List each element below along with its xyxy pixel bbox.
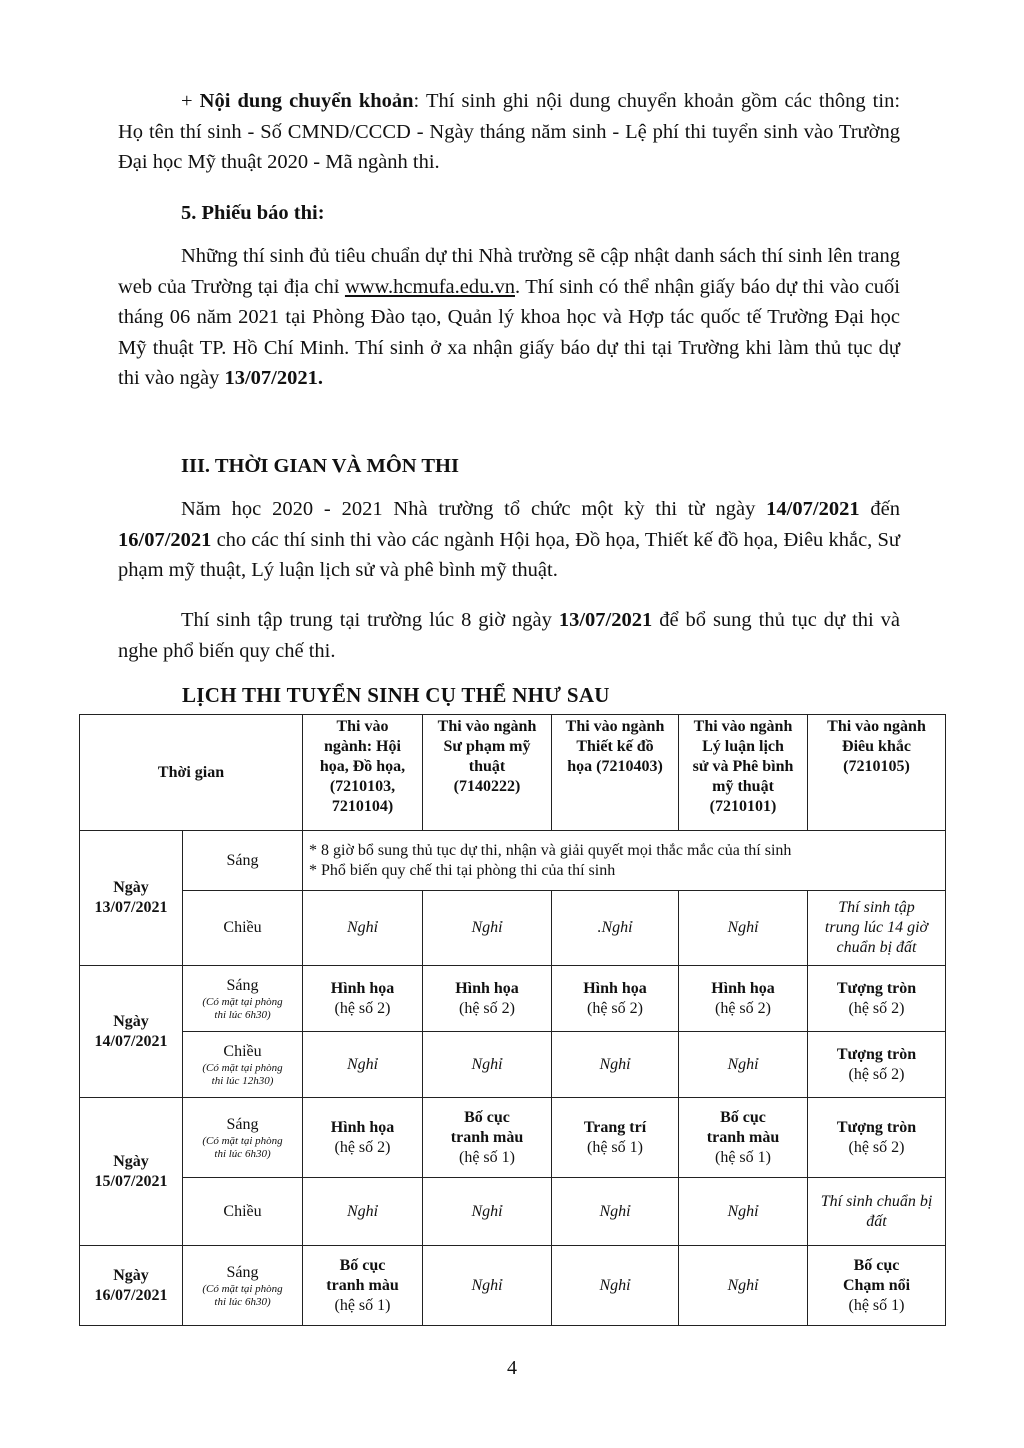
day1-morning-note: * 8 giờ bổ sung thủ tục dự thi, nhận và giải quyết mọi thắc mắc của thí sinh * Phổ biến quy chế thi tại phòng thi của thí sinh	[303, 831, 946, 891]
day1-morning: Sáng	[183, 831, 303, 891]
day4-morning-c3: Nghỉ	[552, 1246, 679, 1326]
section3-text-a2: đến	[859, 498, 901, 520]
day2-label: Ngày 14/07/2021	[80, 966, 183, 1098]
header-time: Thời gian	[80, 715, 303, 831]
section5-date: 13/07/2021.	[224, 367, 323, 389]
day3-afternoon-c1: Nghỉ	[303, 1178, 423, 1246]
day2-afternoon: Chiều (Có mặt tại phòng thi lúc 12h30)	[183, 1032, 303, 1098]
day2-morning-c1: Hình họa (hệ số 2)	[303, 966, 423, 1032]
section5-heading: 5. Phiếu báo thi:	[181, 202, 325, 224]
header-col-4: Thi vào ngành Lý luận lịch sử và Phê bình mỹ thuật (7210101)	[679, 715, 808, 831]
day2-afternoon-c5: Tượng tròn (hệ số 2)	[808, 1032, 946, 1098]
day1-afternoon-c1: Nghỉ	[303, 891, 423, 966]
section5-text-1: Những thí sinh đủ tiêu chuẩn dự thi Nhà trường sẽ cập nhật danh sách thí sinh lên trang web của Trường tại địa chỉ	[118, 245, 900, 298]
day3-afternoon-c3: Nghỉ	[552, 1178, 679, 1246]
section3-date-2: 16/07/2021	[118, 528, 212, 551]
day3-morning-c4: Bố cục tranh màu (hệ số 1)	[679, 1098, 808, 1178]
day2-morning-c5: Tượng tròn (hệ số 2)	[808, 966, 946, 1032]
day1-afternoon: Chiều	[183, 891, 303, 966]
day2-morning-c4: Hình họa (hệ số 2)	[679, 966, 808, 1032]
page-number: 4	[507, 1357, 517, 1379]
day3-morning-c5: Tượng tròn (hệ số 2)	[808, 1098, 946, 1178]
day3-morning-c1: Hình họa (hệ số 2)	[303, 1098, 423, 1178]
transfer-text: : Thí sinh ghi nội dung chuyển khoản gồm các thông tin: Họ tên thí sinh - Số CMND/CCCD - Ngày tháng năm sinh - Lệ phí thi tuyển sinh vào Trường Đại học Mỹ thuật 2020 - Mã ngành thi.	[118, 90, 901, 173]
section3-date-1: 14/07/2021	[766, 498, 860, 520]
day2-afternoon-c2: Nghỉ	[423, 1032, 552, 1098]
day3-afternoon-c5: Thí sinh chuẩn bị đất	[808, 1178, 946, 1246]
table-header-row	[80, 715, 946, 831]
day3-afternoon: Chiều	[183, 1178, 303, 1246]
day4-morning-c1: Bố cục tranh màu (hệ số 1)	[303, 1246, 423, 1326]
day4-morning-c4: Nghỉ	[679, 1246, 808, 1326]
section5-paragraph	[118, 241, 900, 394]
day3-afternoon-c4: Nghỉ	[679, 1178, 808, 1246]
table-row	[80, 891, 946, 966]
section3-text-a1: Năm học 2020 - 2021 Nhà trường tổ chức một kỳ thi từ ngày	[181, 498, 767, 520]
day1-afternoon-c5: Thí sinh tập trung lúc 14 giờ chuẩn bị đất	[808, 891, 946, 966]
day3-morning-c2: Bố cục tranh màu (hệ số 1)	[423, 1098, 552, 1178]
day2-morning-c3: Hình họa (hệ số 2)	[552, 966, 679, 1032]
day1-afternoon-c2: Nghỉ	[423, 891, 552, 966]
day2-afternoon-c3: Nghỉ	[552, 1032, 679, 1098]
table-row	[80, 966, 946, 1032]
website-link[interactable]: www.hcmufa.edu.vn	[344, 275, 515, 298]
section3-text-b1: Thí sinh tập trung tại trường lúc 8 giờ ngày	[181, 609, 559, 631]
header-col-2: Thi vào ngành Sư phạm mỹ thuật (7140222)	[423, 715, 552, 831]
table-row	[80, 1032, 946, 1098]
table-row	[80, 831, 946, 891]
day2-morning-c2: Hình họa (hệ số 2)	[423, 966, 552, 1032]
day3-label: Ngày 15/07/2021	[80, 1098, 183, 1246]
transfer-label: Nội dung chuyển khoản	[199, 90, 414, 112]
day2-afternoon-c4: Nghỉ	[679, 1032, 808, 1098]
header-col-5: Thi vào ngành Điêu khắc (7210105)	[808, 715, 946, 831]
day1-afternoon-c3: .Nghỉ	[552, 891, 679, 966]
header-col-3: Thi vào ngành Thiết kế đồ họa (7210403)	[552, 715, 679, 831]
day3-morning: Sáng (Có mặt tại phòng thi lúc 6h30)	[183, 1098, 303, 1178]
section3-text-a3: cho các thí sinh thi vào các ngành Hội họa, Đồ họa, Thiết kế đồ họa, Điêu khắc, Sư phạm mỹ thuật, Lý luận lịch sử và phê bình mỹ thuật.	[118, 528, 900, 581]
table-row	[80, 1246, 946, 1326]
section5-text-2: . Thí sinh có thể nhận giấy báo dự thi vào cuối tháng 06 năm 2021 tại Phòng Đào tạo, Quản lý khoa học và Hợp tác quốc tế Trường Đại học Mỹ thuật TP. Hồ Chí Minh. Thí sinh ở xa nhận giấy báo dự thi tại Trường khi làm thủ tục dự thi vào ngày	[118, 275, 901, 389]
day2-morning: Sáng (Có mặt tại phòng thi lúc 6h30)	[183, 966, 303, 1032]
table-title: LỊCH THI TUYỂN SINH CỤ THỂ NHƯ SAU	[182, 683, 610, 707]
day4-label: Ngày 16/07/2021	[80, 1246, 183, 1326]
table-row	[80, 1178, 946, 1246]
day4-morning-c2: Nghỉ	[423, 1246, 552, 1326]
section3-date-3: 13/07/2021	[558, 609, 653, 631]
section3-paragraph-1	[118, 494, 900, 586]
transfer-paragraph: + Nội dung chuyển khoản: Thí sinh ghi nội dung chuyển khoản gồm các thông tin: Họ tên thí sinh - Số CMND/CCCD - Ngày tháng năm sinh - Lệ phí thi tuyển sinh vào Trường Đại học Mỹ thuật 2020 - Mã ngành thi.	[118, 90, 901, 173]
exam-schedule-table	[79, 714, 946, 1326]
table-row	[80, 1098, 946, 1178]
day2-afternoon-c1: Nghỉ	[303, 1032, 423, 1098]
header-col-1: Thi vào ngành: Hội họa, Đồ họa, (7210103, 7210104)	[303, 715, 423, 831]
day1-label: Ngày 13/07/2021	[80, 831, 183, 966]
section3-text-b2: để bổ sung thủ tục dự thi và nghe phổ biến quy chế thi.	[118, 609, 901, 662]
day4-morning-c5: Bố cục Chạm nổi (hệ số 1)	[808, 1246, 946, 1326]
day3-morning-c3: Trang trí (hệ số 1)	[552, 1098, 679, 1178]
day4-morning: Sáng (Có mặt tại phòng thi lúc 6h30)	[183, 1246, 303, 1326]
day1-afternoon-c4: Nghỉ	[679, 891, 808, 966]
section3-heading: III. THỜI GIAN VÀ MÔN THI	[181, 455, 459, 477]
section3-paragraph-2	[118, 605, 900, 666]
day3-afternoon-c2: Nghỉ	[423, 1178, 552, 1246]
